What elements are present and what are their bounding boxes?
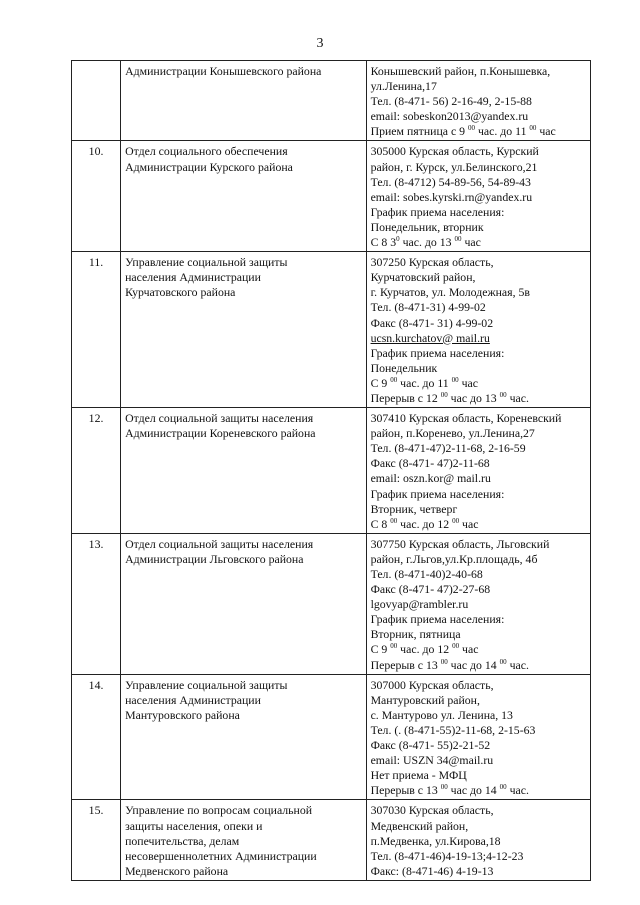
time-minutes-superscript: 00 <box>452 642 460 651</box>
table-row <box>72 674 591 800</box>
contact-line <box>371 255 586 270</box>
contact-line <box>371 753 586 768</box>
contact-line <box>371 270 586 285</box>
contact-line <box>371 783 586 798</box>
time-minutes-superscript: 00 <box>390 642 398 651</box>
contact-text: Перерыв с 13 <box>370 657 441 672</box>
departments-table <box>71 60 591 881</box>
table-row <box>72 408 591 534</box>
contact-line <box>371 285 586 300</box>
contact-text: час. до 12 <box>397 516 453 531</box>
page-number: 3 <box>316 36 324 51</box>
contact-cell <box>366 252 590 408</box>
time-minutes-superscript: 00 <box>499 783 507 792</box>
organization-cell <box>121 61 366 141</box>
contact-line <box>371 94 586 109</box>
contact-line <box>371 300 586 315</box>
contact-text: район, п.Коренево, ул.Ленина,27 <box>370 426 535 441</box>
contact-text: Прием пятница с 9 <box>370 124 468 139</box>
contact-text: 307250 Курская область, <box>370 255 494 270</box>
contact-text: час. до 12 <box>397 642 453 657</box>
contact-line <box>371 834 586 849</box>
contact-line <box>371 567 586 582</box>
contact-text: Тел. (8-471-31) 4-99-02 <box>370 300 486 315</box>
organization-line: Курчатовского района <box>125 285 236 300</box>
contact-line <box>371 361 586 376</box>
time-minutes-superscript: 00 <box>451 375 459 384</box>
contact-line <box>371 471 586 486</box>
organization-line: Управление социальной защиты <box>125 677 288 692</box>
contact-text: Мантуровский район, <box>370 692 480 707</box>
row-number: 10. <box>72 141 121 252</box>
organization-line: защиты населения, опеки и <box>125 818 263 833</box>
contact-text: email: USZN 34@mail.ru <box>370 753 494 768</box>
row-number: 11. <box>72 252 121 408</box>
organization-cell <box>121 533 366 674</box>
contact-text: График приема населения: <box>370 204 505 219</box>
contact-text: Факс (8-471- 55)2-21-52 <box>370 738 491 753</box>
row-number <box>72 61 121 141</box>
email-address: ucsn.kurchatov@ mail.ru <box>370 330 490 345</box>
contact-text: 307000 Курская область, <box>370 677 494 692</box>
contact-text: час. <box>506 390 529 405</box>
contact-text: 307030 Курская область, <box>370 803 494 818</box>
organization-line: Управление по вопросам социальной <box>125 803 313 818</box>
contact-cell <box>366 61 590 141</box>
contact-text: Перерыв с 13 <box>370 783 441 798</box>
contact-text: График приема населения: <box>370 345 505 360</box>
time-minutes-superscript: 00 <box>390 375 398 384</box>
contact-line <box>371 124 586 139</box>
contact-text: Тел. (8-471-46)4-19-13;4-12-23 <box>370 848 524 863</box>
organization-line: Управление социальной защиты <box>125 255 288 270</box>
contact-cell <box>366 533 590 674</box>
contact-text: п.Медвенка, ул.Кирова,18 <box>370 833 501 848</box>
time-minutes-superscript: 00 <box>390 516 398 525</box>
contact-text: час. до 13 <box>399 235 455 250</box>
contact-line <box>371 426 586 441</box>
contact-text: район, г.Льгов,ул.Кр.площадь, 4б <box>370 551 538 566</box>
contact-text: Медвенский район, <box>370 818 469 833</box>
contact-text: Перерыв с 12 <box>370 390 441 405</box>
organization-cell <box>121 674 366 800</box>
row-number: 14. <box>72 674 121 800</box>
contact-text: Понедельник <box>370 360 438 375</box>
contact-line <box>371 738 586 753</box>
contact-text: С 8 <box>370 516 391 531</box>
contact-line <box>371 642 586 657</box>
contact-text: Тел. (8-471-40)2-40-68 <box>370 567 483 581</box>
organization-line: Медвенского района <box>125 863 229 878</box>
time-minutes-superscript: 00 <box>468 124 475 133</box>
contact-text: час <box>459 516 479 531</box>
contact-text: час. <box>506 657 529 672</box>
contact-text: час до 14 <box>447 657 500 672</box>
contact-line <box>371 235 586 250</box>
contact-text: С 9 <box>370 375 391 390</box>
contact-line <box>371 693 586 708</box>
contact-line <box>371 803 586 818</box>
contact-text: График приема населения: <box>370 486 505 501</box>
contact-text: Понедельник, вторник <box>370 219 484 234</box>
time-minutes-superscript: 00 <box>499 657 507 666</box>
contact-line <box>371 849 586 864</box>
contact-line <box>371 456 586 471</box>
contact-text: С 9 <box>370 642 391 657</box>
table-row <box>72 800 591 880</box>
contact-text: час. <box>506 783 529 798</box>
contact-text: Тел. (8-471- 56) 2-16-49, 2-15-88 <box>370 94 532 109</box>
time-minutes-superscript: 0 <box>396 235 400 244</box>
contact-text: email: sobeskon2013@yandex.ru <box>370 109 529 124</box>
contact-cell <box>366 408 590 534</box>
contact-line <box>371 678 586 693</box>
contact-text: час. до 11 <box>475 124 530 139</box>
contact-text: Факс (8-471- 47)2-11-68 <box>370 456 490 471</box>
contact-text: Курчатовский район, <box>370 270 476 285</box>
contact-line <box>371 220 586 235</box>
contact-text: 307750 Курская область, Льговский <box>370 536 550 551</box>
contact-line <box>371 723 586 738</box>
contact-text: с. Мантурово ул. Ленина, 13 <box>370 707 513 722</box>
contact-text: Вторник, пятница <box>370 627 461 642</box>
contact-text: 307410 Курская область, Кореневский <box>370 411 562 426</box>
contact-text: С 8 3 <box>370 235 397 250</box>
table-row <box>72 61 591 141</box>
contact-text: Факс (8-471- 47)2-27-68 <box>370 582 491 597</box>
contact-text: 305000 Курская область, Курский <box>370 144 539 159</box>
organization-line: населения Администрации <box>125 692 261 707</box>
contact-line <box>371 346 586 361</box>
contact-text: Вторник, четверг <box>370 501 458 516</box>
contact-text: Тел. (8-471-47)2-11-68, 2-16-59 <box>370 441 526 456</box>
contact-line <box>371 331 586 346</box>
contact-text: Тел. (. (8-471-55)2-11-68, 2-15-63 <box>370 722 536 737</box>
contact-line <box>371 864 586 879</box>
contact-line <box>371 627 586 642</box>
contact-line <box>371 411 586 426</box>
row-number: 12. <box>72 408 121 534</box>
contact-line <box>371 612 586 627</box>
contact-line <box>371 205 586 220</box>
contact-line <box>371 658 586 673</box>
table-row <box>72 533 591 674</box>
organization-line: попечительства, делам <box>125 833 240 848</box>
contact-text: час <box>461 235 481 250</box>
contact-line <box>371 64 586 79</box>
time-minutes-superscript: 00 <box>529 124 537 133</box>
contact-text: Факс (8-471- 31) 4-99-02 <box>370 315 494 330</box>
organization-line: Отдел социальной защиты населения <box>125 411 314 426</box>
contact-text: Нет приема - МФЦ <box>370 768 467 783</box>
contact-cell <box>366 674 590 800</box>
organization-cell <box>121 408 366 534</box>
organization-line: Отдел социального обеспечения <box>125 144 288 159</box>
row-number: 15. <box>72 800 121 880</box>
contact-text: час. до 11 <box>397 375 452 390</box>
time-minutes-superscript: 00 <box>440 390 448 399</box>
contact-line <box>371 316 586 331</box>
contact-line <box>371 708 586 723</box>
contact-text: час до 13 <box>447 390 500 405</box>
organization-cell <box>121 252 366 408</box>
contact-line <box>371 537 586 552</box>
table-row <box>72 141 591 252</box>
time-minutes-superscript: 00 <box>440 657 448 666</box>
contact-text: lgovyap@rambler.ru <box>370 597 469 612</box>
contact-line <box>371 160 586 175</box>
contact-line <box>371 109 586 124</box>
contact-text: График приема населения: <box>370 612 505 627</box>
contact-text: Конышевский район, п.Конышевка, <box>370 64 551 78</box>
organization-line: Администрации Кореневского района <box>125 426 316 441</box>
contact-text: Тел. (8-4712) 54-89-56, 54-89-43 <box>370 174 531 189</box>
contact-cell <box>366 141 590 252</box>
contact-line <box>371 190 586 205</box>
contact-line <box>371 487 586 502</box>
contact-line <box>371 376 586 391</box>
organization-cell <box>121 800 366 880</box>
contact-text: г. Курчатов, ул. Молодежная, 5в <box>370 285 530 300</box>
contact-line <box>371 552 586 567</box>
contact-line <box>371 597 586 612</box>
contact-line <box>371 144 586 159</box>
organization-cell <box>121 141 366 252</box>
contact-text: час <box>536 124 556 139</box>
organization-line: Отдел социальной защиты населения <box>125 536 314 551</box>
time-minutes-superscript: 00 <box>440 783 448 792</box>
organization-line: Администрации Курского района <box>125 159 293 174</box>
contact-text: ул.Ленина,17 <box>370 79 437 94</box>
contact-cell <box>366 800 590 880</box>
time-minutes-superscript: 00 <box>499 390 507 399</box>
row-number: 13. <box>72 533 121 674</box>
contact-line <box>371 441 586 456</box>
organization-line: населения Администрации <box>125 270 261 285</box>
contact-line <box>371 768 586 783</box>
contact-line <box>371 517 586 532</box>
contact-text: час <box>458 375 479 390</box>
contact-text: час до 14 <box>447 783 500 798</box>
departments-table-body <box>72 61 591 881</box>
contact-line <box>371 502 586 517</box>
contact-line <box>371 175 586 190</box>
time-minutes-superscript: 00 <box>454 235 462 244</box>
contact-line <box>371 582 586 597</box>
time-minutes-superscript: 00 <box>452 516 460 525</box>
table-row <box>72 252 591 408</box>
organization-line: Администрации Конышевского района <box>125 64 322 78</box>
contact-text: Факс: (8-471-46) 4-19-13 <box>370 863 494 878</box>
contact-line <box>371 79 586 94</box>
contact-text: район, г. Курск, ул.Белинского,21 <box>370 159 538 174</box>
organization-line: Администрации Льговского района <box>125 551 304 566</box>
organization-line: Мантуровского района <box>125 707 240 722</box>
contact-text: email: sobes.kyrski.rn@yandex.ru <box>370 189 533 204</box>
organization-line: несовершеннолетних Администрации <box>125 848 317 863</box>
contact-text: email: oszn.kor@ mail.ru <box>370 471 491 486</box>
contact-line <box>371 391 586 406</box>
contact-line <box>371 819 586 834</box>
contact-text: час <box>459 642 479 657</box>
